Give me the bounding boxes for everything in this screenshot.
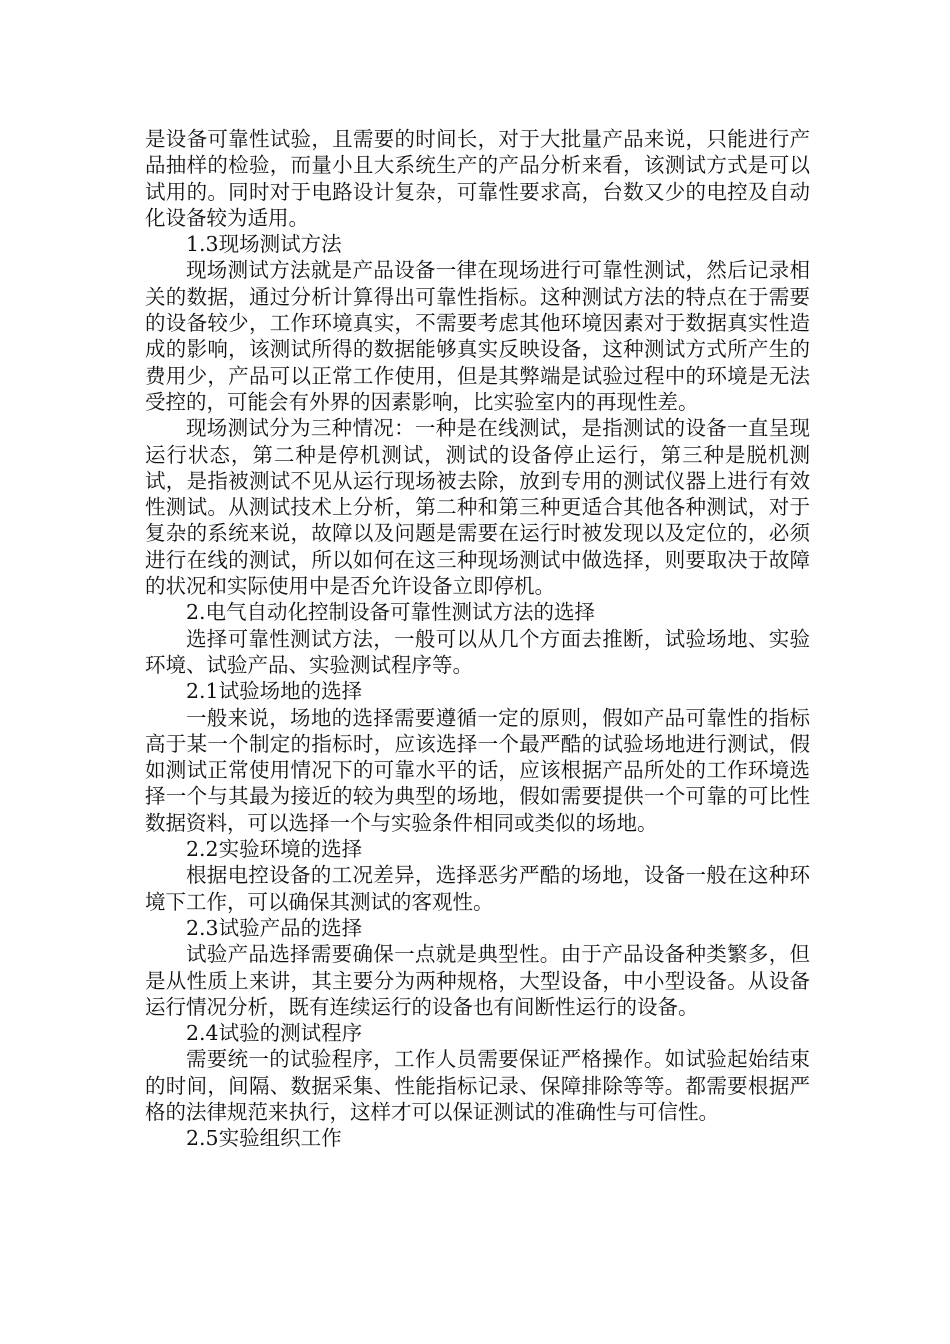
paragraph-continuation: 是设备可靠性试验，且需要的时间长，对于大批量产品来说，只能进行产品抽样的检验，而量小且大系统生产的产品分析来看，该测试方式是可以试用的。同时对于电路设计复杂，可靠性要求高，台数又少的电控及自动化设备较为适用。 — [145, 127, 810, 230]
paragraph-field-test-types: 现场测试分为三种情况：一种是在线测试，是指测试的设备一直呈现运行状态，第二种是停机测试，测试的设备停止运行，第三种是脱机测试，是指被测试不见从运行现场被去除，放到专用的测试仪器上进行有效性测试。从测试技术上分析，第二种和第三种更适合其他各种测试，对于复杂的系统来说，故障以及问题是需要在运行时被发现以及定位的，必须进行在线的测试，所以如何在这三种现场测试中做选择，则要取决于故障的状况和实际使用中是否允许设备立即停机。 — [145, 416, 810, 599]
section-heading-1-3: 1.3现场测试方法 — [186, 232, 342, 257]
section-heading-2: 2.电气自动化控制设备可靠性测试方法的选择 — [186, 600, 596, 625]
paragraph-field-test-method: 现场测试方法就是产品设备一律在现场进行可靠性测试，然后记录相关的数据，通过分析计算得出可靠性指标。这种测试方法的特点在于需要的设备较少，工作环境真实，不需要考虑其他环境因素对于数据真实性造成的影响，该测试所得的数据能够真实反映设备，这种测试方式所产生的费用少，产品可以正常工作使用，但是其弊端是试验过程中的环境是无法受控的，可能会有外界的因素影响，比实验室内的再现性差。 — [145, 258, 810, 414]
paragraph-site-selection: 一般来说，场地的选择需要遵循一定的原则，假如产品可靠性的指标高于某一个制定的指标时，应该选择一个最严酷的试验场地进行测试，假如测试正常使用情况下的可靠水平的话，应该根据产品所处的工作环境选择一个与其最为接近的较为典型的场地，假如需要提供一个可靠的可比性数据资料，可以选择一个与实验条件相同或类似的场地。 — [145, 705, 810, 835]
section-heading-2-4: 2.4试验的测试程序 — [186, 1021, 363, 1046]
paragraph-product-selection: 试验产品选择需要确保一点就是典型性。由于产品设备种类繁多，但是从性质上来讲，其主要分为两种规格，大型设备，中小型设备。从设备运行情况分析，既有连续运行的设备也有间断性运行的设备。 — [145, 942, 810, 1019]
section-heading-2-5: 2.5实验组织工作 — [186, 1126, 342, 1151]
section-heading-2-2: 2.2实验环境的选择 — [186, 837, 363, 862]
document-body — [145, 126, 810, 1152]
section-heading-2-1: 2.1试验场地的选择 — [186, 679, 363, 704]
paragraph-test-procedure: 需要统一的试验程序，工作人员需要保证严格操作。如试验起始结束的时间，间隔、数据采集、性能指标记录、保障排除等等。都需要根据严格的法律规范来执行，这样才可以保证测试的准确性与可信性。 — [145, 1047, 810, 1124]
section-heading-2-3: 2.3试验产品的选择 — [186, 915, 363, 940]
paragraph-environment-selection: 根据电控设备的工况差异，选择恶劣严酷的场地，设备一般在这种环境下工作，可以确保其测试的客观性。 — [145, 863, 810, 914]
paragraph-method-selection: 选择可靠性测试方法，一般可以从几个方面去推断，试验场地、实验环境、试验产品、实验测试程序等。 — [145, 626, 810, 677]
